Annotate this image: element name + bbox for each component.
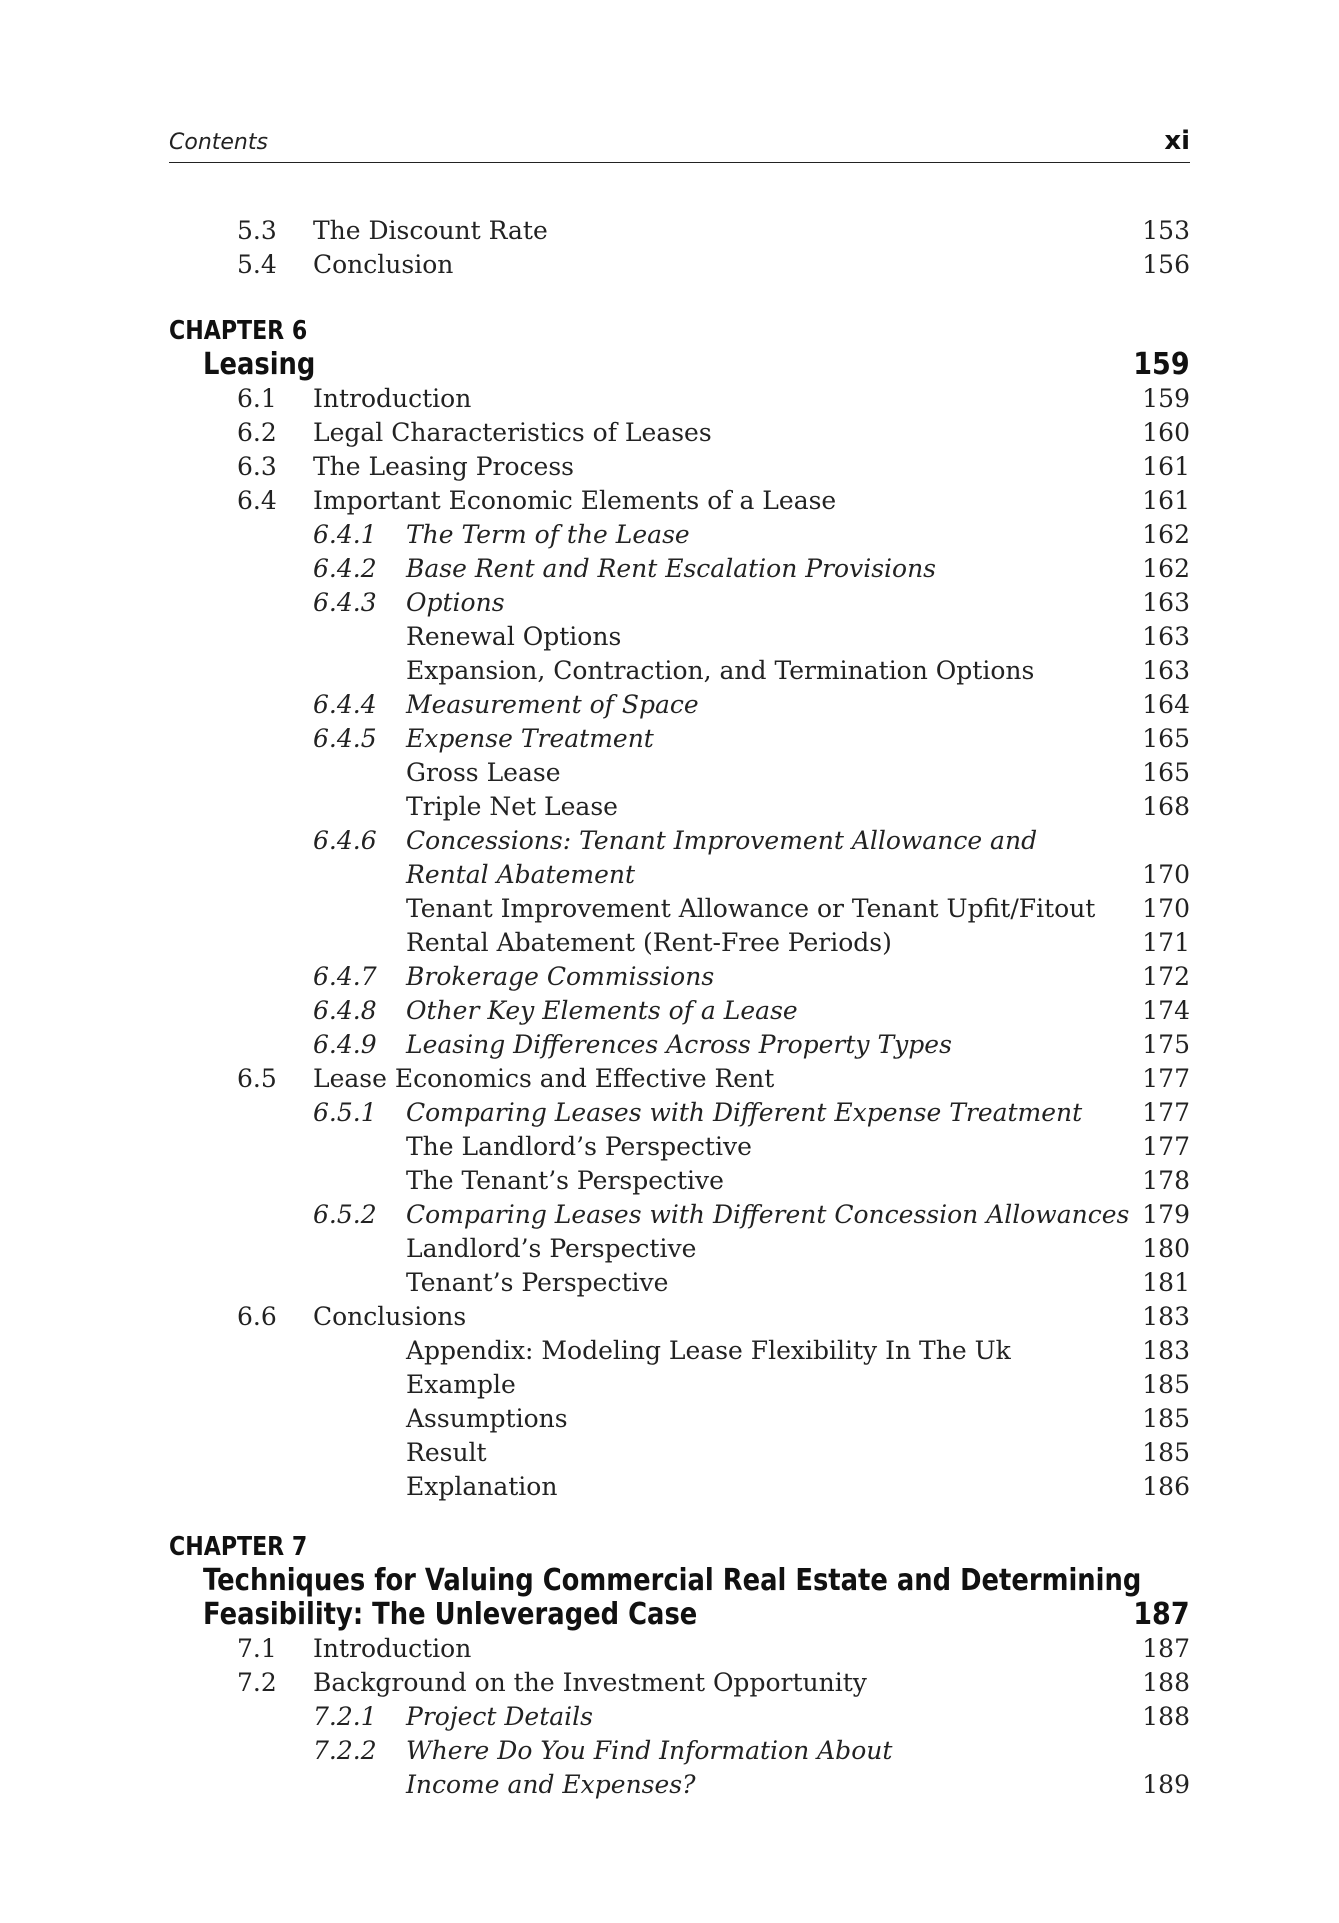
section-title: The Term of the Lease (406, 520, 690, 549)
page-number: 170 (1142, 894, 1190, 923)
toc-entry[interactable] (169, 450, 1190, 484)
toc-entry[interactable] (169, 892, 1190, 926)
toc-chapter-7 (169, 1530, 1190, 1802)
toc-entry[interactable] (169, 756, 1190, 790)
running-head (169, 122, 1190, 163)
toc-entry[interactable] (169, 1700, 1190, 1734)
chapter-7-entries (169, 1632, 1190, 1802)
section-title: Where Do You Find Information About (406, 1736, 893, 1765)
section-title: Concessions: Tenant Improvement Allowance and (406, 826, 1038, 855)
section-title: Lease Economics and Effective Rent (313, 1064, 775, 1093)
section-number: 6.4.3 (313, 588, 377, 617)
section-title: Other Key Elements of a Lease (406, 996, 798, 1025)
page-number: 161 (1142, 452, 1190, 481)
page-number: 177 (1142, 1098, 1190, 1127)
page-number: 156 (1142, 250, 1190, 279)
section-title: Tenant’s Perspective (406, 1268, 669, 1297)
page-number: 159 (1142, 384, 1190, 413)
section-number: 6.5.1 (313, 1098, 377, 1127)
page-number: 163 (1142, 656, 1190, 685)
toc-entry[interactable] (169, 1130, 1190, 1164)
page-number: 172 (1142, 962, 1190, 991)
section-title: Leasing Differences Across Property Types (406, 1030, 952, 1059)
toc-entry[interactable] (169, 1768, 1190, 1802)
page-number: 180 (1142, 1234, 1190, 1263)
section-title: Gross Lease (406, 758, 561, 787)
page-number: 161 (1142, 486, 1190, 515)
section-number: 6.4.6 (313, 826, 377, 855)
section-title: Comparing Leases with Different Expense Treatment (406, 1098, 1083, 1127)
section-title: Assumptions (406, 1404, 568, 1433)
section-title: Renewal Options (406, 622, 622, 651)
toc-entry[interactable] (169, 586, 1190, 620)
page-number: 162 (1142, 520, 1190, 549)
page-number: 162 (1142, 554, 1190, 583)
section-title: Comparing Leases with Different Concession Allowances (406, 1200, 1130, 1229)
section-number: 5.3 (237, 216, 277, 245)
chapter-page-number: 159 (1133, 347, 1190, 382)
section-number: 6.4.1 (313, 520, 377, 549)
toc-entry[interactable] (169, 248, 1190, 282)
section-title: The Leasing Process (313, 452, 574, 481)
chapter-heading-line2[interactable] (169, 1598, 1190, 1632)
toc-entry[interactable] (169, 1734, 1190, 1768)
section-title: Tenant Improvement Allowance or Tenant Upfit/Fitout (406, 894, 1096, 923)
section-title: Example (406, 1370, 516, 1399)
page-number: 171 (1142, 928, 1190, 957)
section-title: Appendix: Modeling Lease Flexibility In The Uk (406, 1336, 1011, 1365)
toc-entry[interactable] (169, 620, 1190, 654)
section-number: 7.2 (237, 1668, 277, 1697)
toc-entry[interactable] (169, 552, 1190, 586)
page-number: 178 (1142, 1166, 1190, 1195)
section-number: 6.4.9 (313, 1030, 377, 1059)
toc-entry[interactable] (169, 484, 1190, 518)
section-number: 6.4.2 (313, 554, 377, 583)
section-number: 6.4.4 (313, 690, 377, 719)
toc-entry[interactable] (169, 688, 1190, 722)
page-number: 160 (1142, 418, 1190, 447)
section-title: The Landlord’s Perspective (406, 1132, 752, 1161)
page-number: 175 (1142, 1030, 1190, 1059)
page-number: 163 (1142, 588, 1190, 617)
section-title: Introduction (313, 384, 472, 413)
section-number: 6.4.7 (313, 962, 377, 991)
chapter-label: CHAPTER 6 (169, 316, 308, 346)
page-number: 153 (1142, 216, 1190, 245)
toc-chapter5-tail (169, 214, 1190, 282)
section-number: 6.4.5 (313, 724, 377, 753)
toc-entry[interactable] (169, 1266, 1190, 1300)
page-number: 177 (1142, 1064, 1190, 1093)
chapter-title-line1: Techniques for Valuing Commercial Real Estate and Determining (203, 1563, 1142, 1598)
toc-entry[interactable] (169, 926, 1190, 960)
page-number: 174 (1142, 996, 1190, 1025)
section-title: Project Details (406, 1702, 593, 1731)
toc-entry[interactable] (169, 1062, 1190, 1096)
page-number: 185 (1142, 1438, 1190, 1467)
section-title: Measurement of Space (406, 690, 699, 719)
toc-entry[interactable] (169, 1232, 1190, 1266)
section-title: Landlord’s Perspective (406, 1234, 697, 1263)
toc-entry[interactable] (169, 1198, 1190, 1232)
toc-entry[interactable] (169, 1632, 1190, 1666)
section-number: 6.4 (237, 486, 277, 515)
section-title: Expense Treatment (406, 724, 654, 753)
section-title: Triple Net Lease (406, 792, 618, 821)
running-head-section: Contents (169, 130, 268, 155)
page-number: 181 (1142, 1268, 1190, 1297)
section-number: 6.4.8 (313, 996, 377, 1025)
section-title: Expansion, Contraction, and Termination Options (406, 656, 1035, 685)
section-title: Result (406, 1438, 487, 1467)
section-title: The Discount Rate (313, 216, 548, 245)
toc-entry[interactable] (169, 1028, 1190, 1062)
toc-entry[interactable] (169, 1368, 1190, 1402)
section-number: 6.2 (237, 418, 277, 447)
toc-entry[interactable] (169, 1164, 1190, 1198)
section-title: Options (406, 588, 505, 617)
page-number: 185 (1142, 1404, 1190, 1433)
toc-entry[interactable] (169, 824, 1190, 858)
section-title: Conclusions (313, 1302, 467, 1331)
chapter-page-number: 187 (1133, 1597, 1190, 1632)
section-number: 5.4 (237, 250, 277, 279)
toc-entry[interactable] (169, 994, 1190, 1028)
toc-chapter-6 (169, 314, 1190, 1504)
page-number: 165 (1142, 758, 1190, 787)
chapter-heading-line1[interactable] (169, 1564, 1190, 1598)
toc-entry[interactable] (169, 382, 1190, 416)
toc-entry[interactable] (169, 518, 1190, 552)
page-number: 165 (1142, 724, 1190, 753)
page-number: 170 (1142, 860, 1190, 889)
page-number: 183 (1142, 1302, 1190, 1331)
section-title: Base Rent and Rent Escalation Provisions (406, 554, 937, 583)
toc-entry[interactable] (169, 960, 1190, 994)
page-number: 183 (1142, 1336, 1190, 1365)
toc-entry[interactable] (169, 654, 1190, 688)
section-number: 6.1 (237, 384, 277, 413)
chapter-title-line2: Feasibility: The Unleveraged Case (203, 1597, 698, 1632)
toc-entry[interactable] (169, 858, 1190, 892)
section-title: Income and Expenses? (406, 1770, 696, 1799)
toc-entry[interactable] (169, 722, 1190, 756)
section-title: Rental Abatement (406, 860, 636, 889)
toc-entry[interactable] (169, 1300, 1190, 1334)
toc-entry[interactable] (169, 1436, 1190, 1470)
toc-entry[interactable] (169, 1096, 1190, 1130)
page-number: 179 (1142, 1200, 1190, 1229)
section-title: Introduction (313, 1634, 472, 1663)
page-number: 185 (1142, 1370, 1190, 1399)
section-title: Background on the Investment Opportunity (313, 1668, 867, 1697)
page-number: 164 (1142, 690, 1190, 719)
toc-entry[interactable] (169, 1470, 1190, 1504)
toc-entry[interactable] (169, 1334, 1190, 1368)
section-number: 7.2.1 (313, 1702, 377, 1731)
section-title: Conclusion (313, 250, 454, 279)
toc-entry[interactable] (169, 1402, 1190, 1436)
section-number: 7.1 (237, 1634, 277, 1663)
section-title: Important Economic Elements of a Lease (313, 486, 837, 515)
section-number: 6.5.2 (313, 1200, 377, 1229)
page-number: 168 (1142, 792, 1190, 821)
toc-entry[interactable] (169, 790, 1190, 824)
chapter-heading[interactable] (169, 348, 1190, 382)
page-number: 189 (1142, 1770, 1190, 1799)
running-head-page-number: xi (1164, 126, 1190, 156)
page-number: 163 (1142, 622, 1190, 651)
section-number: 6.6 (237, 1302, 277, 1331)
section-title: Rental Abatement (Rent-Free Periods) (406, 928, 892, 957)
section-number: 6.3 (237, 452, 277, 481)
toc-entry[interactable] (169, 214, 1190, 248)
page-number: 177 (1142, 1132, 1190, 1161)
page-number: 187 (1142, 1634, 1190, 1663)
section-title: The Tenant’s Perspective (406, 1166, 724, 1195)
section-title: Brokerage Commissions (406, 962, 715, 991)
section-title: Explanation (406, 1472, 558, 1501)
toc-entry[interactable] (169, 1666, 1190, 1700)
chapter-6-entries (169, 382, 1190, 1504)
toc-entry[interactable] (169, 416, 1190, 450)
page-number: 186 (1142, 1472, 1190, 1501)
page-number: 188 (1142, 1668, 1190, 1697)
page-number: 188 (1142, 1702, 1190, 1731)
section-title: Legal Characteristics of Leases (313, 418, 712, 447)
chapter-label: CHAPTER 7 (169, 1532, 308, 1562)
section-number: 6.5 (237, 1064, 277, 1093)
section-number: 7.2.2 (313, 1736, 377, 1765)
chapter-title: Leasing (203, 347, 316, 382)
